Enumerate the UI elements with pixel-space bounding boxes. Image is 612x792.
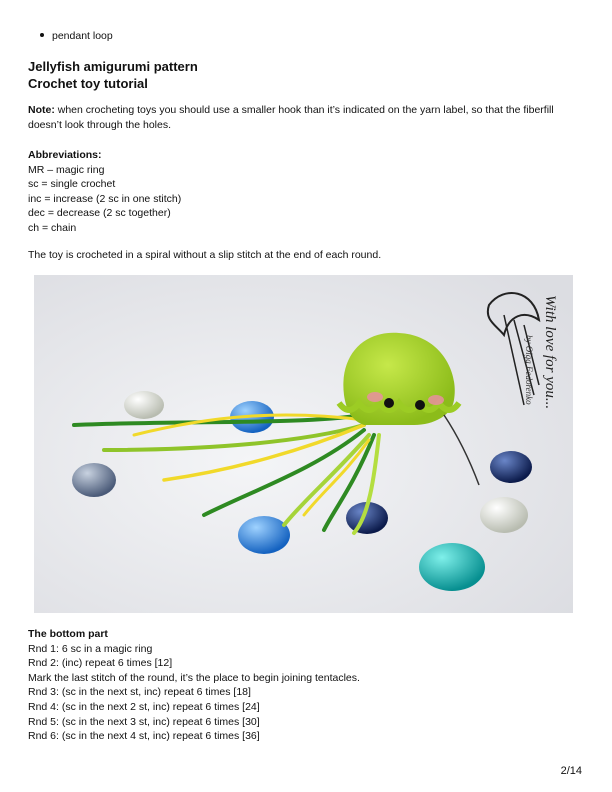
round-line: Rnd 5: (sc in the next 3 st, inc) repeat 6 times [30] xyxy=(28,715,260,728)
title-line-1: Jellyfish amigurumi pattern xyxy=(28,59,198,74)
watermark-line-1: With love for you... xyxy=(542,295,558,410)
title-line-2: Crochet toy tutorial xyxy=(28,76,148,91)
round-line: Rnd 1: 6 sc in a magic ring xyxy=(28,642,153,655)
abbreviations-section xyxy=(28,148,181,236)
round-line: Mark the last stitch of the round, it’s the place to begin joining tentacles. xyxy=(28,671,360,684)
note-text: when crocheting toys you should use a smaller hook than it’s indicated on the yarn label, so that the fiberfill doesn’t look through the holes. xyxy=(28,104,554,131)
note-label: Note: xyxy=(28,104,55,116)
abbreviations-heading: Abbreviations: xyxy=(28,149,102,161)
bottom-part-section xyxy=(28,627,360,744)
round-line: Rnd 2: (inc) repeat 6 times [12] xyxy=(28,657,173,670)
note-paragraph xyxy=(28,103,578,132)
bullet-text: pendant loop xyxy=(52,30,113,42)
jellyfish-photo xyxy=(34,275,573,613)
spiral-note: The toy is crocheted in a spiral without a slip stitch at the end of each round. xyxy=(28,249,382,261)
page-title xyxy=(28,58,198,92)
abbreviation-item: dec = decrease (2 sc together) xyxy=(28,207,171,220)
round-line: Rnd 6: (sc in the next 4 st, inc) repeat 6 times [36] xyxy=(28,730,260,743)
abbreviation-item: ch = chain xyxy=(28,221,77,234)
bullet-item-pendant-loop xyxy=(40,29,113,44)
bullet-dot xyxy=(40,33,44,37)
page-number: 2/14 xyxy=(560,765,582,777)
round-line: Rnd 3: (sc in the next st, inc) repeat 6 times [18] xyxy=(28,686,251,699)
abbreviation-item: MR – magic ring xyxy=(28,163,105,176)
bottom-part-heading: The bottom part xyxy=(28,628,108,640)
abbreviation-item: sc = single crochet xyxy=(28,178,116,191)
abbreviation-item: inc = increase (2 sc in one stitch) xyxy=(28,192,182,205)
watermark-line-2: by Olga Fedorenko xyxy=(524,335,534,405)
round-line: Rnd 4: (sc in the next 2 st, inc) repeat 6 times [24] xyxy=(28,700,260,713)
